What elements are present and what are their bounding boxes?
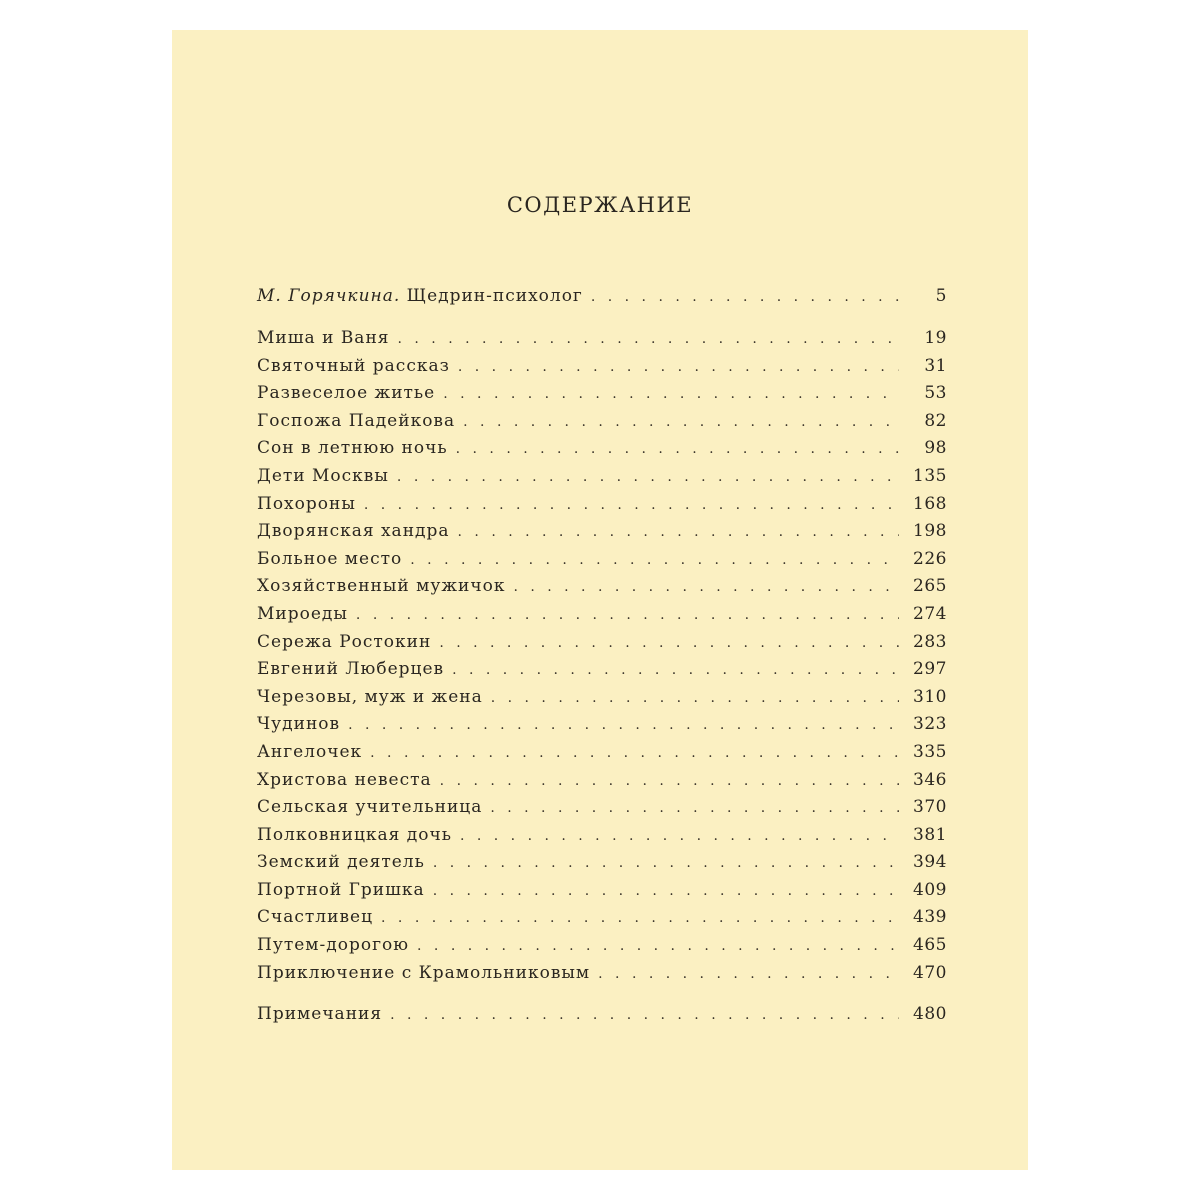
toc-entry-page: 297 bbox=[913, 659, 947, 680]
toc-entry bbox=[257, 521, 947, 549]
toc-entry bbox=[257, 604, 947, 632]
toc-entry-page: 346 bbox=[913, 769, 947, 790]
toc-entry-title: Христова невеста bbox=[257, 769, 432, 790]
toc-entry-title: Сельская учительница bbox=[257, 797, 483, 818]
toc-entry-page: 226 bbox=[913, 548, 947, 569]
dot-leader bbox=[439, 635, 899, 651]
toc-entry-page: 283 bbox=[913, 631, 947, 652]
toc-entry-page: 323 bbox=[913, 714, 947, 735]
dot-leader bbox=[463, 414, 899, 430]
dot-leader bbox=[433, 855, 899, 871]
toc-entry bbox=[257, 963, 947, 991]
toc-entry-title: Сережа Ростокин bbox=[257, 631, 432, 652]
toc-entry bbox=[257, 742, 947, 770]
toc-entry-title: Больное место bbox=[257, 548, 403, 569]
toc-entry bbox=[257, 632, 947, 660]
toc-entry-title: Примечания bbox=[257, 1004, 383, 1025]
toc-entry-page: 439 bbox=[913, 907, 947, 928]
toc-entry bbox=[257, 687, 947, 715]
dot-leader bbox=[348, 717, 899, 733]
toc-entry-title: Черезовы, муж и жена bbox=[257, 686, 483, 707]
dot-leader bbox=[397, 469, 899, 485]
toc-entry-author: М. Горячкина. bbox=[257, 286, 401, 306]
toc-entry-page: 82 bbox=[924, 410, 947, 431]
toc-entry-title: Похороны bbox=[257, 493, 356, 514]
toc-entry-page: 335 bbox=[913, 741, 947, 762]
dot-leader bbox=[398, 331, 900, 347]
toc-entry bbox=[257, 797, 947, 825]
dot-leader bbox=[591, 289, 899, 305]
toc-entry bbox=[257, 935, 947, 963]
toc-entry bbox=[257, 907, 947, 935]
toc-entry-page: 168 bbox=[913, 493, 947, 514]
toc-entry bbox=[257, 576, 947, 604]
dot-leader bbox=[417, 938, 899, 954]
dot-leader bbox=[490, 800, 899, 816]
toc-entry-title: Приключение с Крамольниковым bbox=[257, 962, 591, 983]
dot-leader bbox=[513, 579, 899, 595]
toc-entry-page: 394 bbox=[913, 852, 947, 873]
dot-leader bbox=[433, 883, 899, 899]
table-of-contents bbox=[257, 286, 947, 1032]
toc-entry bbox=[257, 438, 947, 466]
toc-entry-title: Госпожа Падейкова bbox=[257, 410, 456, 431]
toc-entry-title: Ангелочек bbox=[257, 741, 363, 762]
toc-entry-page: 409 bbox=[913, 879, 947, 900]
toc-entry-page: 135 bbox=[913, 465, 947, 486]
toc-entry-title: Хозяйственный мужичок bbox=[257, 576, 506, 597]
toc-entry-title: Евгений Люберцев bbox=[257, 659, 445, 680]
toc-entry-page: 98 bbox=[924, 438, 947, 459]
toc-entry-title: Дворянская хандра bbox=[257, 521, 450, 542]
dot-leader bbox=[440, 773, 899, 789]
toc-entry-notes bbox=[257, 1004, 947, 1032]
toc-entry-page: 381 bbox=[913, 824, 947, 845]
toc-entry bbox=[257, 328, 947, 356]
toc-entry-title: Полковницкая дочь bbox=[257, 824, 452, 845]
toc-entry-title: Счастливец bbox=[257, 907, 374, 928]
dot-leader bbox=[381, 910, 899, 926]
toc-entry bbox=[257, 466, 947, 494]
dot-leader bbox=[443, 386, 899, 402]
toc-entry-page: 274 bbox=[913, 603, 947, 624]
toc-entry-page: 19 bbox=[924, 328, 947, 348]
dot-leader bbox=[356, 607, 899, 623]
toc-entry-title: Развеселое житье bbox=[257, 383, 436, 404]
toc-entry-page: 53 bbox=[924, 383, 947, 404]
toc-entry-title: Сон в летнюю ночь bbox=[257, 438, 448, 459]
toc-entry-title: Чудинов bbox=[257, 714, 341, 735]
toc-entry bbox=[257, 494, 947, 522]
toc-entry bbox=[257, 659, 947, 687]
toc-entry-title: Дети Москвы bbox=[257, 465, 389, 486]
toc-entry-page: 470 bbox=[913, 962, 947, 983]
toc-entry-title: Путем-дорогою bbox=[257, 935, 410, 956]
toc-entry bbox=[257, 549, 947, 577]
toc-entry-page: 465 bbox=[913, 935, 947, 956]
toc-entry-title: Мироеды bbox=[257, 603, 348, 624]
dot-leader bbox=[458, 524, 899, 540]
book-page bbox=[172, 30, 1028, 1170]
toc-entry-title bbox=[257, 286, 591, 306]
dot-leader bbox=[491, 690, 899, 706]
toc-entry-page: 5 bbox=[935, 286, 947, 306]
dot-leader bbox=[370, 745, 899, 761]
toc-entry-title: Портной Гришка bbox=[257, 879, 425, 900]
toc-entry-title: Святочный рассказ bbox=[257, 355, 450, 376]
toc-entry-page: 370 bbox=[913, 797, 947, 818]
toc-entry bbox=[257, 411, 947, 439]
toc-entry bbox=[257, 714, 947, 742]
toc-entry bbox=[257, 383, 947, 411]
toc-entry-page: 310 bbox=[913, 686, 947, 707]
toc-entry-page: 480 bbox=[913, 1004, 947, 1025]
toc-entry-page: 265 bbox=[913, 576, 947, 597]
toc-entry-title: Земский деятель bbox=[257, 852, 425, 873]
toc-entry-title-text: Щедрин-психолог bbox=[406, 286, 583, 306]
toc-entry-intro bbox=[257, 286, 947, 316]
toc-entry bbox=[257, 825, 947, 853]
dot-leader bbox=[390, 1007, 899, 1023]
dot-leader bbox=[456, 441, 899, 457]
toc-entry bbox=[257, 852, 947, 880]
toc-entry bbox=[257, 770, 947, 798]
toc-entry bbox=[257, 880, 947, 908]
toc-entry-page: 31 bbox=[924, 355, 947, 376]
dot-leader bbox=[458, 359, 899, 375]
toc-entry-title: Миша и Ваня bbox=[257, 328, 390, 348]
toc-entry bbox=[257, 356, 947, 384]
page-title: СОДЕРЖАНИЕ bbox=[506, 193, 694, 217]
dot-leader bbox=[452, 662, 899, 678]
dot-leader bbox=[364, 497, 899, 513]
toc-entry-page: 198 bbox=[913, 521, 947, 542]
dot-leader bbox=[598, 966, 899, 982]
dot-leader bbox=[410, 552, 899, 568]
dot-leader bbox=[460, 828, 899, 844]
